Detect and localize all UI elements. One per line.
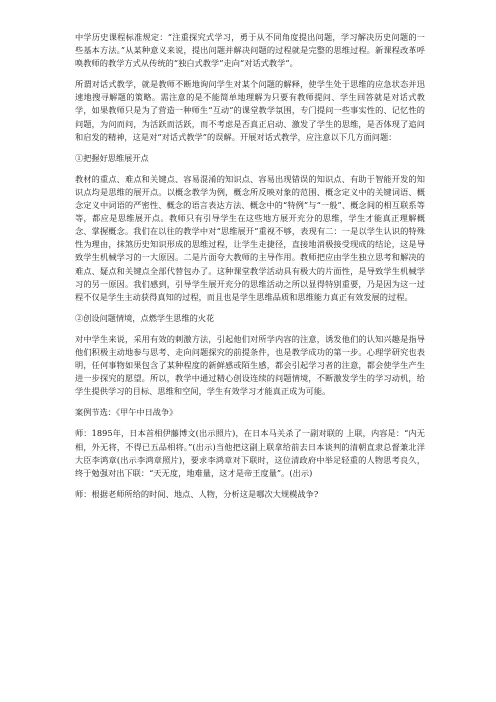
case-title: 案例节选：《甲午中日战争》 [75, 407, 178, 418]
thinking-points-paragraph: 教材的重点、难点和关键点、容易混淆的知识点、容易出现错误的知识点、有助于智能开发的知识点均是思维的展开点。以概念教学为例，概念所反映对象的范围、概念定义中的关键词语、概念定义中词语的严密性、概念的语言表达方法、概念中的“特例”与“一般”、概念间的相互联系等等，都应是思维展开点。教师只有引导学生在这些地方展开充分的思维，学生才能真正理解概念、掌握概念。我们在以往的教学中对“思维展开”重视不够，表现有二：一是以学生认识的特殊性为理由，抹煞历史知识形成的思维过程，让学生走捷径，直接地消极接受现成的结论，这是导致学生机械学习的一大原因。二是片面夸大教师的主导作用。教师把应由学生独立思考和解决的难点、疑点和关键点全部代替包办了。这种课堂教学活动具有极大的片面性，是导致学生机械学习的另一原因。我们感到，引导学生展开充分的思维活动之所以显得特别重要，乃是因为这一过程不仅是学生主动获得真知的过程，而且也是学生思维品质和思维能力真正有效发展的过程。 [75, 173, 425, 302]
section-heading-1: ①把握好思维展开点 [75, 152, 149, 163]
intro-paragraph: 中学历史课程标准规定：“注重探究式学习，勇于从不同角度提出问题，学习解决历史问题的一些基本方法。”从某种意义来说，提出问题并解决问题的过程就是完整的思维过程。新课程改革呼唤教师的教学方式从传统的“独白式教学”走向“对话式教学”。 [75, 32, 425, 69]
problem-situation-paragraph: 对中学生来说，采用有效的刺激方法，引起他们对所学内容的注意，诱发他们的认知兴趣是指导他们积极主动地参与思考、走向问题探究的前提条件，也是教学成功的第一步。心理学研究也表明，任何事物如果包含了某种程度的新鲜感或陌生感，都会引起学习者的注意，都会使学生产生进一步探究的愿望。所以，教学中通过精心创设连续的问题情境，不断激发学生的学习动机，给学生提供学习的目标、思维和空间，学生有效学习才能真正成为可能。 [75, 333, 425, 397]
teacher-dialogue-1: 师：1895年，日本首相伊藤博文(出示照片)，在日本马关杀了一副对联的 上联，内容是：“内无相，外无将，不得已五品相将。”(出示)当他把这副上联拿给前去日本谈判的清朝直隶总督兼北洋大臣李鸿章(出示李鸿章照片)，要求李鸿章对下联时，这位清政府中举足轻重的人物思考良久，终于勉强对出下联：“天无度，地难量，这才是帝王度量”。(出示) [75, 428, 425, 478]
section-heading-2: ②创设问题情境，点燃学生思维的火花 [75, 312, 215, 323]
document-page [75, 31, 425, 509]
dialogue-teaching-paragraph: 所谓对话式教学，就是教师不断地询问学生对某个问题的解释，使学生处于思维的应急状态并迅速地搜寻解题的策略。需注意的是不能简单地理解为只要有教师提问、学生回答就是对话式教学，如果教师只是为了营造一种师生“互动”的课堂教学氛围，专门提问一些事实性的、记忆性的问题，为问而问，为活跃而活跃，而不考虑是否真正启动、激发了学生的思维，是否体现了追问和启发的精神，这是对“对话式教学”的误解。开展对话式教学，应注意以下几方面问题： [75, 79, 425, 142]
teacher-dialogue-2: 师：根据老师所给的时间、地点、人物，分析这是哪次大规模战争? [75, 488, 319, 499]
